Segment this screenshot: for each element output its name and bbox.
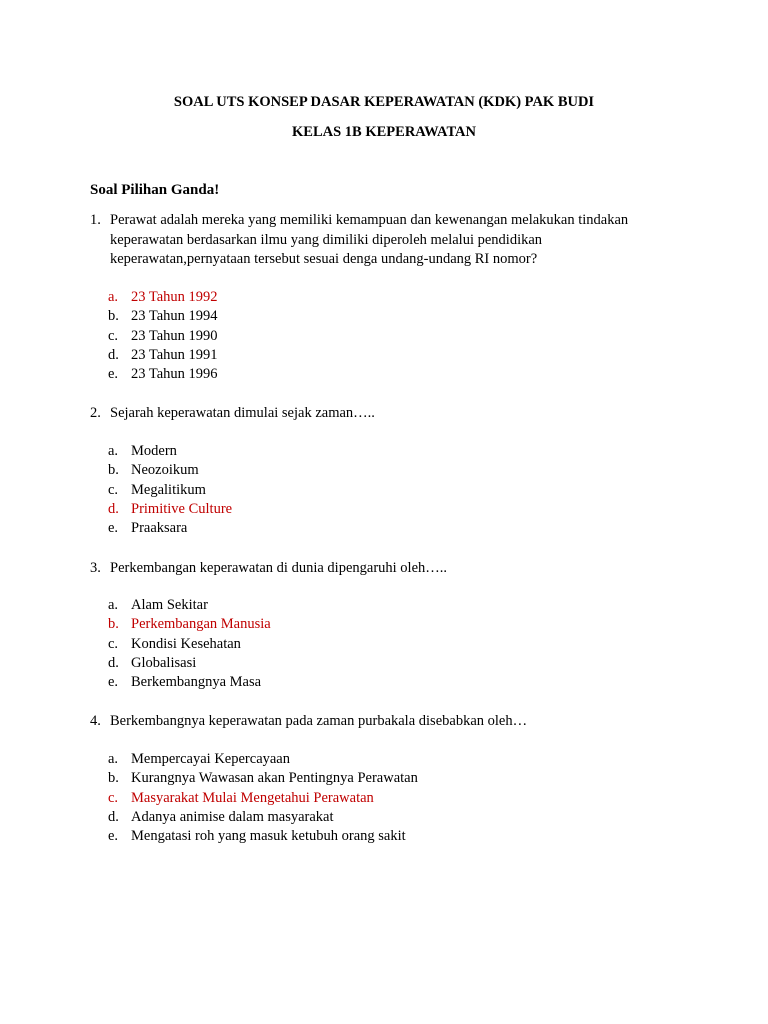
question-2 bbox=[90, 404, 670, 424]
option-text: Neozoikum bbox=[131, 462, 199, 479]
option-letter: c. bbox=[108, 481, 119, 498]
option-text: 23 Tahun 1992 bbox=[131, 289, 218, 305]
question-text: Perkembangan keperawatan di dunia dipengaruhi oleh….. bbox=[110, 560, 448, 576]
document-title: SOAL UTS KONSEP DASAR KEPERAWATAN (KDK) PAK BUDI bbox=[173, 94, 595, 110]
option-text: Alam Sekitar bbox=[131, 597, 208, 613]
option-e bbox=[108, 365, 218, 384]
question-text: Perawat adalah mereka yang memiliki kemampuan dan kewenangan melakukan tindakan keperawatan berdasarkan ilmu yang dimiliki diperoleh melalui pendidikan keperawatan,pernyataan tersebut sesuai denga undang-undang RI nomor? bbox=[110, 212, 629, 267]
options-list-2 bbox=[108, 442, 232, 538]
option-text: Mempercayai Kepercayaan bbox=[131, 751, 290, 767]
option-e bbox=[108, 519, 232, 538]
option-letter: b. bbox=[108, 308, 119, 325]
option-letter: c. bbox=[108, 635, 119, 652]
option-text: Primitive Culture bbox=[131, 500, 233, 517]
option-c bbox=[108, 635, 271, 654]
option-text: Perkembangan Manusia bbox=[131, 616, 271, 633]
option-a bbox=[108, 596, 271, 615]
option-c bbox=[108, 327, 218, 346]
option-b bbox=[108, 769, 418, 788]
question-number: 4. bbox=[90, 713, 101, 729]
option-letter: a. bbox=[108, 289, 119, 305]
option-text: Globalisasi bbox=[131, 654, 197, 671]
question-number: 1. bbox=[90, 212, 101, 228]
option-letter: a. bbox=[108, 443, 119, 459]
option-letter: d. bbox=[108, 654, 119, 671]
option-text: Kondisi Kesehatan bbox=[131, 635, 241, 652]
option-letter: d. bbox=[108, 500, 119, 517]
option-text: Praaksara bbox=[131, 520, 188, 537]
option-letter: a. bbox=[108, 597, 119, 613]
options-list-4 bbox=[108, 750, 418, 846]
option-d bbox=[108, 654, 271, 673]
question-number: 2. bbox=[90, 405, 101, 421]
option-letter: a. bbox=[108, 751, 119, 767]
option-text: 23 Tahun 1990 bbox=[131, 327, 218, 344]
question-number: 3. bbox=[90, 560, 101, 576]
option-letter: b. bbox=[108, 462, 119, 479]
option-text: 23 Tahun 1994 bbox=[131, 308, 218, 325]
question-1 bbox=[90, 211, 670, 270]
question-text: Sejarah keperawatan dimulai sejak zaman….. bbox=[110, 405, 375, 421]
option-text: Kurangnya Wawasan akan Pentingnya Perawatan bbox=[131, 770, 418, 787]
option-c bbox=[108, 481, 232, 500]
question-text: Berkembangnya keperawatan pada zaman purbakala disebabkan oleh… bbox=[110, 713, 528, 729]
question-4 bbox=[90, 712, 670, 732]
option-a bbox=[108, 442, 232, 461]
option-d bbox=[108, 808, 418, 827]
option-b bbox=[108, 307, 218, 326]
option-text: Modern bbox=[131, 443, 177, 459]
option-letter: e. bbox=[108, 828, 119, 845]
option-letter: e. bbox=[108, 366, 119, 383]
option-e bbox=[108, 673, 271, 692]
option-letter: b. bbox=[108, 770, 119, 787]
option-text: Berkembangnya Masa bbox=[131, 674, 262, 691]
options-list-1 bbox=[108, 288, 218, 384]
option-text: 23 Tahun 1991 bbox=[131, 346, 218, 363]
option-letter: c. bbox=[108, 327, 119, 344]
section-heading: Soal Pilihan Ganda! bbox=[90, 182, 220, 198]
option-text: 23 Tahun 1996 bbox=[131, 366, 218, 383]
option-letter: e. bbox=[108, 674, 119, 691]
option-text: Masyarakat Mulai Mengetahui Perawatan bbox=[131, 789, 374, 806]
document-subtitle: KELAS 1B KEPERAWATAN bbox=[292, 124, 476, 140]
option-b bbox=[108, 461, 232, 480]
question-3 bbox=[90, 559, 670, 579]
option-c bbox=[108, 789, 418, 808]
option-d bbox=[108, 500, 232, 519]
option-d bbox=[108, 346, 218, 365]
option-letter: d. bbox=[108, 808, 119, 825]
option-text: Mengatasi roh yang masuk ketubuh orang sakit bbox=[131, 828, 406, 845]
option-e bbox=[108, 827, 418, 846]
option-a bbox=[108, 288, 218, 307]
options-list-3 bbox=[108, 596, 271, 692]
option-text: Adanya animise dalam masyarakat bbox=[131, 808, 334, 825]
option-letter: c. bbox=[108, 789, 119, 806]
option-letter: e. bbox=[108, 520, 119, 537]
option-letter: b. bbox=[108, 616, 119, 633]
option-letter: d. bbox=[108, 346, 119, 363]
option-b bbox=[108, 615, 271, 634]
option-text: Megalitikum bbox=[131, 481, 206, 498]
option-a bbox=[108, 750, 418, 769]
